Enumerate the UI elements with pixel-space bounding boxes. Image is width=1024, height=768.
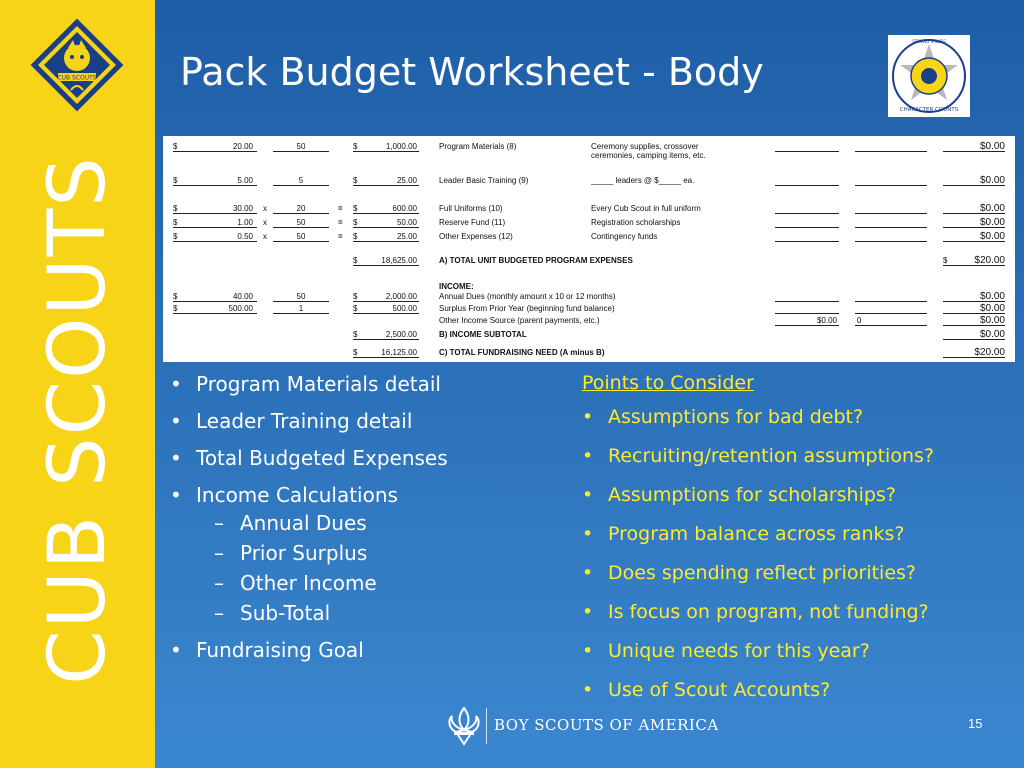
worksheet-cell-label: Other Income Source (parent payments, etc.) bbox=[439, 316, 600, 325]
bullet-label: Income Calculations bbox=[196, 483, 398, 507]
worksheet-cell-amount: 2,000.00 bbox=[385, 292, 417, 301]
worksheet-cell-unit-cost: 20.00 bbox=[232, 142, 253, 151]
sub-item-label: Other Income bbox=[240, 571, 377, 595]
list-item: • Assumptions for bad debt? bbox=[582, 406, 864, 428]
points-to-consider-list bbox=[582, 372, 1012, 718]
list-item: • Program Materials detail bbox=[170, 372, 441, 396]
sub-list-item: – Other Income bbox=[214, 571, 377, 595]
worksheet-cell-label: Reserve Fund (11) bbox=[439, 218, 506, 227]
worksheet-cell-description: ceremonies, camping items, etc. bbox=[591, 151, 706, 160]
worksheet-cell-label: Leader Basic Training (9) bbox=[439, 176, 529, 185]
worksheet-underline bbox=[775, 218, 839, 228]
worksheet-cell-quantity: 50 bbox=[296, 232, 306, 241]
list-item: • Program balance across ranks? bbox=[582, 523, 905, 545]
worksheet-cell-dollar: $ bbox=[353, 204, 358, 213]
worksheet-underline bbox=[855, 292, 927, 302]
worksheet-row bbox=[163, 316, 1015, 330]
sub-item-label: Sub-Total bbox=[240, 601, 331, 625]
worksheet-cell-quantity: 20 bbox=[296, 204, 306, 213]
worksheet-underline bbox=[855, 218, 927, 228]
sub-list-item: – Prior Surplus bbox=[214, 541, 368, 565]
worksheet-cell-quantity: 1 bbox=[298, 304, 304, 313]
bullet-label: Program balance across ranks? bbox=[608, 523, 905, 545]
bullet-label: Assumptions for scholarships? bbox=[608, 484, 896, 506]
worksheet-cell-label: Surplus From Prior Year (beginning fund balance) bbox=[439, 304, 615, 313]
sub-list-item: – Annual Dues bbox=[214, 511, 367, 535]
worksheet-cell-total: $0.00 bbox=[979, 329, 1005, 340]
cc-badge-label: CHARACTER COUNTS bbox=[899, 107, 959, 113]
worksheet-cell-amount: 25.00 bbox=[396, 176, 417, 185]
bullet-label: Fundraising Goal bbox=[196, 638, 364, 662]
worksheet-cell-quantity: 50 bbox=[296, 218, 306, 227]
worksheet-cell-amount: 1,000.00 bbox=[385, 142, 417, 151]
worksheet-cell-quantity: 50 bbox=[296, 292, 306, 301]
worksheet-underline bbox=[855, 176, 927, 186]
worksheet-cell-total: $0.00 bbox=[979, 303, 1005, 314]
worksheet-cell-amount: 16,125.00 bbox=[381, 348, 417, 357]
worksheet-cell-amount: 25.00 bbox=[396, 232, 417, 241]
sub-item-label: Prior Surplus bbox=[240, 541, 368, 565]
worksheet-row bbox=[163, 204, 1015, 218]
footer-org-name: BOY SCOUTS OF AMERICA bbox=[494, 716, 719, 734]
budget-worksheet-image bbox=[163, 136, 1015, 362]
bullet-label: Program Materials detail bbox=[196, 372, 441, 396]
worksheet-cell-amount: 500.00 bbox=[392, 304, 417, 313]
worksheet-cell-equals: = bbox=[338, 218, 343, 227]
sidebar bbox=[0, 0, 155, 768]
worksheet-cell-dollar: $ bbox=[173, 292, 178, 301]
page-number: 15 bbox=[968, 716, 983, 731]
bullet-label: Use of Scout Accounts? bbox=[608, 679, 831, 701]
character-counts-badge bbox=[888, 35, 970, 117]
worksheet-cell-total: $0.00 bbox=[979, 315, 1005, 326]
worksheet-cell-total: $20.00 bbox=[974, 255, 1005, 266]
worksheet-cell-total: $0.00 bbox=[979, 141, 1005, 152]
worksheet-row bbox=[163, 348, 1015, 362]
worksheet-underline bbox=[855, 232, 927, 242]
worksheet-underline bbox=[775, 304, 839, 314]
cub-scouts-logo bbox=[30, 18, 124, 112]
worksheet-underline bbox=[855, 204, 927, 214]
worksheet-cell-times: x bbox=[263, 204, 267, 213]
worksheet-cell-label: B) INCOME SUBTOTAL bbox=[439, 330, 527, 339]
worksheet-underline bbox=[775, 142, 839, 152]
worksheet-cell-dollar: $ bbox=[353, 304, 358, 313]
worksheet-cell-dollar: $ bbox=[353, 292, 358, 301]
logo-text: CUB SCOUTS bbox=[57, 74, 97, 82]
cc-badge-top: STRONG VALUES bbox=[912, 39, 946, 44]
worksheet-cell-times: x bbox=[263, 232, 267, 241]
worksheet-row bbox=[163, 141, 1015, 160]
sub-item-label: Annual Dues bbox=[240, 511, 367, 535]
worksheet-cell-unit-cost: 30.00 bbox=[232, 204, 253, 213]
worksheet-cell-dollar: $ bbox=[353, 176, 358, 185]
list-item: • Recruiting/retention assumptions? bbox=[582, 445, 934, 467]
list-item: • Total Budgeted Expenses bbox=[170, 446, 448, 470]
worksheet-cell-dollar: $ bbox=[173, 142, 178, 151]
worksheet-cell-other-income-amount: $0.00 bbox=[816, 316, 837, 325]
worksheet-cell-description: Contingency funds bbox=[591, 232, 658, 241]
worksheet-cell-description: Ceremony supplies, crossover bbox=[591, 142, 699, 151]
bullet-label: Is focus on program, not funding? bbox=[608, 601, 929, 623]
worksheet-cell-dollar: $ bbox=[353, 330, 358, 339]
worksheet-row bbox=[163, 256, 1015, 270]
worksheet-row bbox=[163, 176, 1015, 190]
worksheet-cell-total: $0.00 bbox=[979, 175, 1005, 186]
worksheet-cell-label: A) TOTAL UNIT BUDGETED PROGRAM EXPENSES bbox=[439, 256, 633, 265]
list-item: • Use of Scout Accounts? bbox=[582, 679, 831, 701]
bullet-label: Assumptions for bad debt? bbox=[608, 406, 864, 428]
worksheet-cell-dollar: $ bbox=[173, 204, 178, 213]
worksheet-cell-dollar: $ bbox=[353, 218, 358, 227]
worksheet-cell-description: Every Cub Scout in full uniform bbox=[591, 204, 701, 213]
worksheet-cell-equals: = bbox=[338, 232, 343, 241]
worksheet-underline bbox=[775, 232, 839, 242]
worksheet-underline bbox=[855, 304, 927, 314]
worksheet-underline bbox=[855, 142, 927, 152]
worksheet-cell-label: C) TOTAL FUNDRAISING NEED (A minus B) bbox=[439, 348, 605, 357]
worksheet-underline bbox=[775, 204, 839, 214]
worksheet-row bbox=[163, 218, 1015, 232]
worksheet-cell-total: $0.00 bbox=[979, 231, 1005, 242]
worksheet-cell-equals: = bbox=[338, 204, 343, 213]
list-item: • Unique needs for this year? bbox=[582, 640, 870, 662]
worksheet-cell-unit-cost: 0.50 bbox=[237, 232, 253, 241]
worksheet-row bbox=[163, 330, 1015, 344]
worksheet-cell-label: Annual Dues (monthly amount x 10 or 12 months) bbox=[439, 292, 616, 301]
worksheet-cell-total-prefix: $ bbox=[943, 256, 948, 265]
worksheet-cell-total: $20.00 bbox=[974, 347, 1005, 358]
worksheet-cell-dollar: $ bbox=[173, 176, 178, 185]
worksheet-cell-quantity: 50 bbox=[296, 142, 306, 151]
worksheet-cell-total: $0.00 bbox=[979, 203, 1005, 214]
worksheet-cell-description: Registration scholarships bbox=[591, 218, 681, 227]
left-bullet-list bbox=[170, 372, 550, 675]
worksheet-cell-other-income-count: 0 bbox=[857, 316, 862, 325]
worksheet-cell-unit-cost: 5.00 bbox=[237, 176, 253, 185]
vertical-brand-title: CUB SCOUTS bbox=[33, 155, 123, 685]
points-heading: Points to Consider bbox=[582, 372, 754, 394]
worksheet-cell-amount: 600.00 bbox=[392, 204, 417, 213]
worksheet-cell-dollar: $ bbox=[353, 142, 358, 151]
worksheet-cell-dollar: $ bbox=[173, 304, 178, 313]
worksheet-cell-label: INCOME: bbox=[439, 282, 474, 291]
worksheet-row bbox=[163, 232, 1015, 246]
income-sub-list bbox=[214, 511, 550, 625]
worksheet-cell-dollar: $ bbox=[353, 256, 358, 265]
worksheet-cell-unit-cost: 500.00 bbox=[228, 304, 253, 313]
list-item: • Does spending reflect priorities? bbox=[582, 562, 916, 584]
fleur-de-lis-icon bbox=[446, 706, 482, 746]
list-item: • Is focus on program, not funding? bbox=[582, 601, 929, 623]
worksheet-cell-label: Program Materials (8) bbox=[439, 142, 517, 151]
worksheet-cell-unit-cost: 40.00 bbox=[232, 292, 253, 301]
bullet-label: Unique needs for this year? bbox=[608, 640, 870, 662]
worksheet-cell-label: Other Expenses (12) bbox=[439, 232, 513, 241]
sub-list-item: – Sub-Total bbox=[214, 601, 331, 625]
worksheet-cell-total: $0.00 bbox=[979, 217, 1005, 228]
bullet-label: Total Budgeted Expenses bbox=[196, 446, 448, 470]
list-item: • Income Calculations – Annual Dues – Prior Surplus – Other Income – Sub-Total bbox=[170, 483, 550, 625]
worksheet-cell-amount: 2,500.00 bbox=[385, 330, 417, 339]
worksheet-cell-unit-cost: 1.00 bbox=[237, 218, 253, 227]
bullet-label: Leader Training detail bbox=[196, 409, 413, 433]
bsa-footer-logo bbox=[446, 706, 746, 746]
worksheet-cell-description: _____ leaders @ $_____ ea. bbox=[591, 176, 695, 185]
bullet-label: Recruiting/retention assumptions? bbox=[608, 445, 934, 467]
worksheet-cell-total: $0.00 bbox=[979, 291, 1005, 302]
worksheet-cell-dollar: $ bbox=[173, 232, 178, 241]
worksheet-cell-times: x bbox=[263, 218, 267, 227]
list-item: • Assumptions for scholarships? bbox=[582, 484, 896, 506]
bullet-label: Does spending reflect priorities? bbox=[608, 562, 916, 584]
worksheet-cell-label: Full Uniforms (10) bbox=[439, 204, 503, 213]
worksheet-cell-amount: 50.00 bbox=[396, 218, 417, 227]
worksheet-cell-dollar: $ bbox=[173, 218, 178, 227]
worksheet-cell-dollar: $ bbox=[353, 232, 358, 241]
worksheet-underline bbox=[775, 176, 839, 186]
worksheet-cell-quantity: 5 bbox=[298, 176, 304, 185]
list-item: • Leader Training detail bbox=[170, 409, 413, 433]
worksheet-cell-dollar: $ bbox=[353, 348, 358, 357]
footer-divider bbox=[486, 708, 487, 744]
list-item: • Fundraising Goal bbox=[170, 638, 364, 662]
slide-title: Pack Budget Worksheet - Body bbox=[180, 50, 764, 94]
worksheet-underline bbox=[775, 292, 839, 302]
worksheet-cell-amount: 18,625.00 bbox=[381, 256, 417, 265]
